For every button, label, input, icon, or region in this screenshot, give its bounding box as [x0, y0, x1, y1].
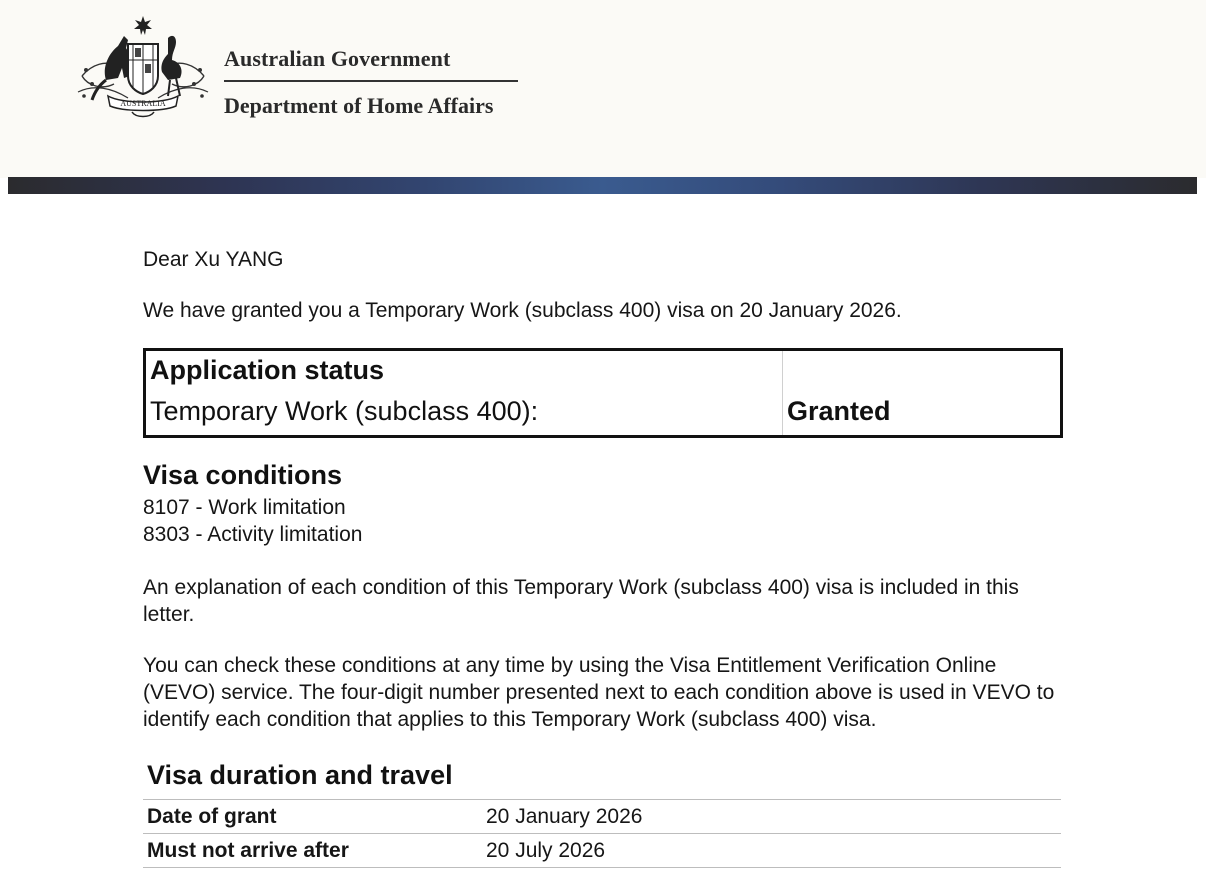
vevo-paragraph: You can check these conditions at any time by using the Visa Entitlement Verification Online (VEVO) service. The four-digit number presented next to each condition above is used in VEVO to identify each condition that applies to this Temporary Work (subclass 400) visa.	[143, 654, 1055, 731]
letterhead-divider	[224, 80, 518, 82]
duration-row-label: Must not arrive after	[143, 834, 482, 868]
application-status-heading: Application status	[150, 355, 385, 385]
crest-scroll-text: AUSTRALIA	[120, 99, 166, 108]
conditions-explanation-paragraph: An explanation of each condition of this Temporary Work (subclass 400) visa is included in this letter.	[143, 576, 1019, 626]
table-row	[143, 800, 1061, 834]
duration-row-value: 20 January 2026	[482, 800, 1061, 834]
duration-row-label: Date of grant	[143, 800, 482, 834]
salutation: Dear Xu YANG	[143, 248, 284, 271]
table-row	[143, 834, 1061, 868]
visa-duration-table	[143, 799, 1061, 868]
visa-duration-heading: Visa duration and travel	[147, 760, 453, 790]
application-status-label: Temporary Work (subclass 400):	[150, 396, 539, 426]
visa-conditions-list	[143, 494, 362, 548]
application-status-box	[143, 348, 1063, 438]
condition-item: 8107 - Work limitation	[143, 496, 346, 519]
header-color-band	[8, 177, 1197, 194]
coat-of-arms-icon	[72, 14, 214, 122]
condition-item: 8303 - Activity limitation	[143, 523, 363, 546]
duration-row-value: 20 July 2026	[482, 834, 1061, 868]
visa-conditions-heading: Visa conditions	[143, 460, 343, 490]
government-name: Australian Government	[224, 46, 451, 71]
letterhead	[0, 0, 1206, 178]
status-column-divider	[782, 351, 783, 435]
grant-statement: We have granted you a Temporary Work (subclass 400) visa on 20 January 2026.	[143, 299, 902, 322]
application-status-value: Granted	[787, 396, 891, 426]
department-name: Department of Home Affairs	[224, 93, 494, 118]
